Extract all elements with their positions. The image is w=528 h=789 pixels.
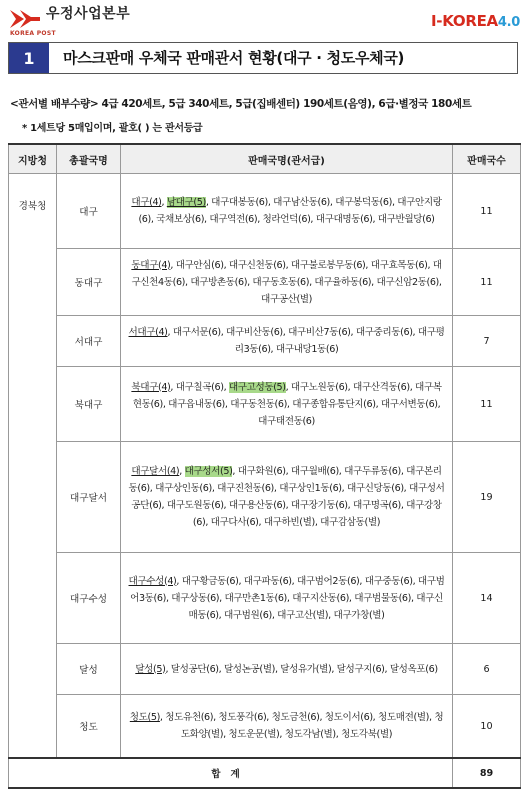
sales-office-table (8, 143, 521, 789)
office-name: 청도각북(별) (341, 729, 393, 740)
office-name: 청도운문(별) (228, 729, 280, 740)
office-name: 대구효목동(6) (370, 259, 428, 271)
office-name: 달성옥포(6) (389, 663, 438, 675)
hq-cell: 대구달서 (57, 442, 121, 553)
region-cell: 경북청 (9, 174, 57, 759)
office-name: 국채보상(6) (156, 214, 205, 225)
office-name: 대구성서공단(6) (131, 483, 445, 511)
count-cell: 6 (453, 644, 521, 695)
brand-main: KOREA (442, 12, 498, 30)
office-name: 대구대명동(6) (315, 214, 373, 225)
office-name: 대구만촌1동(6) (224, 592, 287, 604)
office-name: 대구달서(4) (131, 466, 180, 477)
office-name: 청라언덕(6) (262, 214, 311, 225)
count-cell: 11 (453, 249, 521, 316)
office-name: 달성논공(별) (223, 663, 275, 675)
hq-cell: 동대구 (57, 249, 121, 316)
table-row (9, 553, 521, 644)
office-name: 달성유가(별) (280, 663, 332, 675)
hq-cell: 서대구 (57, 316, 121, 367)
office-name: 대구(4) (131, 197, 162, 208)
count-cell: 14 (453, 553, 521, 644)
office-name: 대구복현동(6) (132, 381, 442, 410)
table-body (9, 174, 521, 789)
office-name: 대구하빈(별) (263, 517, 315, 528)
korea-post-emblem-icon (8, 6, 42, 32)
section-number: 1 (9, 43, 49, 73)
count-cell: 7 (453, 316, 521, 367)
korea-post-logo (8, 6, 130, 32)
office-name: 대구내당1동(6) (275, 344, 339, 355)
office-name: 청도(5) (129, 712, 160, 723)
offices-cell: 대구달서(4), 대구성서(5), 대구화원(6), 대구월배(6), 대구두류동(6), 대구본리동(6), 대구상인동(6), 대구진천동(6), 대구상인1동(6), 대구신당동(6), 대구성서공단(6), 대구도원동(6), 대구용산동(6), 대구장기동(6), 대구명곡(6), 대구강창(6), 대구다사(6), 대구하빈(별), 대구감삼동(별) (121, 442, 453, 553)
office-name: 북대구(4) (131, 381, 171, 393)
office-name: 대구봉덕동(6) (335, 197, 392, 208)
page-title: 마스크판매 우체국 판매관서 현황(대구 · 청도우체국) (63, 49, 405, 67)
office-name: 대구반월당(6) (377, 214, 435, 225)
office-name: 대구동천동(6) (230, 398, 287, 410)
office-name: 대구지산동(6) (292, 592, 349, 604)
office-name: 대구고성동(5) (228, 381, 286, 393)
office-name: 대구동호동(6) (252, 276, 310, 288)
offices-cell: 대구수성(4), 대구황금동(6), 대구파동(6), 대구범어2동(6), 대구중동(6), 대구범어3동(6), 대구상동(6), 대구만촌1동(6), 대구지산동(6), 대구범물동(6), 대구신매동(6), 대구범원(6), 대구고산(별), 대구가창(별) (121, 553, 453, 644)
brand-num: 4.0 (497, 15, 520, 30)
table-row (9, 249, 521, 316)
office-name: 대구상인1동(6) (279, 483, 342, 494)
office-name: 대구태전동(6) (258, 415, 315, 427)
count-cell: 11 (453, 174, 521, 249)
total-label: 합계 (9, 758, 453, 788)
office-name: 대구읍내동(6) (168, 398, 225, 410)
total-row (9, 758, 521, 788)
office-name: 대구강창(6) (192, 500, 442, 528)
office-name: 대구월배(6) (290, 466, 339, 477)
office-name: 대구범원(6) (223, 609, 272, 621)
office-name: 대구칠곡(6) (175, 381, 224, 393)
office-name: 대구성서(5) (184, 466, 233, 477)
offices-cell: 동대구(4), 대구안심(6), 대구신천동(6), 대구불로봉무동(6), 대구효목동(6), 대구신천4동(6), 대구방촌동(6), 대구동호동(6), 대구율하동(6), 대구신암2동(6), 대구공산(별) (121, 249, 453, 316)
office-name: 대구신당동(6) (346, 483, 404, 494)
office-name: 대구황금동(6) (181, 575, 239, 587)
office-name: 대구명곡(6) (352, 500, 401, 511)
org-sub-name: KOREA POST (10, 30, 56, 37)
office-name: 대구신천동(6) (228, 259, 286, 271)
offices-cell: 서대구(4), 대구서문(6), 대구비산동(6), 대구비산7동(6), 대구중리동(6), 대구평리3동(6), 대구내당1동(6) (121, 316, 453, 367)
brand-prefix: I- (431, 12, 443, 30)
hq-cell: 청도 (57, 695, 121, 759)
office-name: 대구서문(6) (172, 327, 221, 338)
office-name: 남대구(5) (166, 197, 206, 208)
table-row (9, 644, 521, 695)
count-cell: 10 (453, 695, 521, 759)
org-name: 우정사업본부 (46, 6, 131, 22)
hq-cell: 달성 (57, 644, 121, 695)
office-name: 대구남산동(6) (273, 197, 330, 208)
office-name: 대구안지랑(6) (138, 197, 442, 225)
offices-cell: 달성(5), 달성공단(6), 달성논공(별), 달성유가(별), 달성구지(6), 달성옥포(6) (121, 644, 453, 695)
office-name: 대구산격동(6) (352, 381, 410, 393)
office-name: 대구공산(별) (260, 293, 313, 305)
office-name: 대구중동(6) (364, 575, 413, 587)
office-name: 대구신매동(6) (188, 592, 443, 621)
header-region: 지방청 (9, 144, 57, 174)
office-name: 청도금천(6) (271, 712, 320, 723)
table-header-row (9, 144, 521, 174)
total-count: 89 (453, 758, 521, 788)
office-name: 대구수성(4) (128, 575, 177, 587)
title-bar (8, 42, 518, 74)
header-count: 판매국수 (453, 144, 521, 174)
office-name: 대구대봉동(6) (211, 197, 268, 208)
count-cell: 11 (453, 367, 521, 442)
table-row (9, 442, 521, 553)
office-name: 대구범어3동(6) (130, 575, 445, 604)
office-name: 서대구(4) (128, 327, 168, 338)
count-cell: 19 (453, 442, 521, 553)
office-name: 대구종합유통단지(6) (292, 398, 376, 410)
office-name: 대구파동(6) (243, 575, 292, 587)
hq-cell: 대구 (57, 174, 121, 249)
office-name: 대구두류동(6) (344, 466, 401, 477)
hq-cell: 대구수성 (57, 553, 121, 644)
office-name: 대구감삼동(별) (320, 517, 381, 528)
office-name: 청도풍각(6) (218, 712, 267, 723)
office-name: 대구신천4동(6) (131, 259, 442, 288)
i-korea-logo (431, 12, 520, 30)
office-name: 대구서변동(6) (380, 398, 438, 410)
office-name: 달성구지(6) (336, 663, 385, 675)
office-name: 동대구(4) (131, 259, 171, 271)
office-name: 대구비산7동(6) (288, 327, 351, 338)
office-name: 대구노원동(6) (290, 381, 348, 393)
office-name: 대구장기동(6) (290, 500, 348, 511)
office-name: 달성공단(6) (170, 663, 219, 675)
office-name: 대구방촌동(6) (190, 276, 248, 288)
office-name: 대구중리동(6) (355, 327, 413, 338)
office-name: 대구용산동(6) (228, 500, 286, 511)
distribution-summary: <관서별 배부수량> 4급 420세트, 5급 340세트, 5급(집배센터) 190세트(음영), 6급·별정국 180세트 (10, 98, 472, 110)
office-name: 대구신암2동(6) (376, 276, 439, 288)
office-name: 청도각남(별) (284, 729, 336, 740)
office-name: 대구고산(별) (277, 609, 329, 621)
offices-cell: 청도(5), 청도유천(6), 청도풍각(6), 청도금천(6), 청도이서(6), 청도매전(별), 청도화양(별), 청도운문(별), 청도각남(별), 청도각북(별) (121, 695, 453, 759)
offices-cell: 대구(4), 남대구(5), 대구대봉동(6), 대구남산동(6), 대구봉덕동(6), 대구안지랑(6), 국채보상(6), 대구역전(6), 청라언덕(6), 대구대명동(6), 대구반월당(6) (121, 174, 453, 249)
office-name: 대구평리3동(6) (234, 327, 445, 355)
office-name: 대구상동(6) (171, 592, 220, 604)
office-name: 청도유천(6) (165, 712, 214, 723)
office-name: 대구화원(6) (237, 466, 286, 477)
header-offices: 판매국명(관서급) (121, 144, 453, 174)
hq-cell: 북대구 (57, 367, 121, 442)
office-name: 청도화양(별) (180, 712, 444, 740)
note-text: * 1세트당 5매입이며, 괄호( ) 는 관서등급 (22, 123, 203, 134)
office-name: 대구진천동(6) (217, 483, 274, 494)
offices-cell: 북대구(4), 대구칠곡(6), 대구고성동(5), 대구노원동(6), 대구산격동(6), 대구복현동(6), 대구읍내동(6), 대구동천동(6), 대구종합유통단지(6), 대구서변동(6), 대구태전동(6) (121, 367, 453, 442)
office-name: 대구범물동(6) (354, 592, 411, 604)
office-name: 대구불로봉무동(6) (290, 259, 366, 271)
office-name: 달성(5) (135, 663, 166, 675)
table-row (9, 316, 521, 367)
header-hq: 총괄국명 (57, 144, 121, 174)
office-name: 청도매전(별) (377, 712, 430, 723)
table-row (9, 367, 521, 442)
office-name: 대구본리동(6) (128, 466, 442, 494)
table-row (9, 695, 521, 759)
office-name: 대구역전(6) (209, 214, 258, 225)
office-name: 대구도원동(6) (166, 500, 224, 511)
office-name: 청도이서(6) (324, 712, 373, 723)
office-name: 대구다사(6) (210, 517, 259, 528)
office-name: 대구범어2동(6) (296, 575, 360, 587)
office-name: 대구율하동(6) (314, 276, 372, 288)
office-name: 대구상인동(6) (155, 483, 212, 494)
table-row (9, 174, 521, 249)
page-header (0, 0, 528, 40)
office-name: 대구가창(별) (333, 609, 385, 621)
office-name: 대구안심(6) (175, 259, 224, 271)
office-name: 대구비산동(6) (226, 327, 283, 338)
